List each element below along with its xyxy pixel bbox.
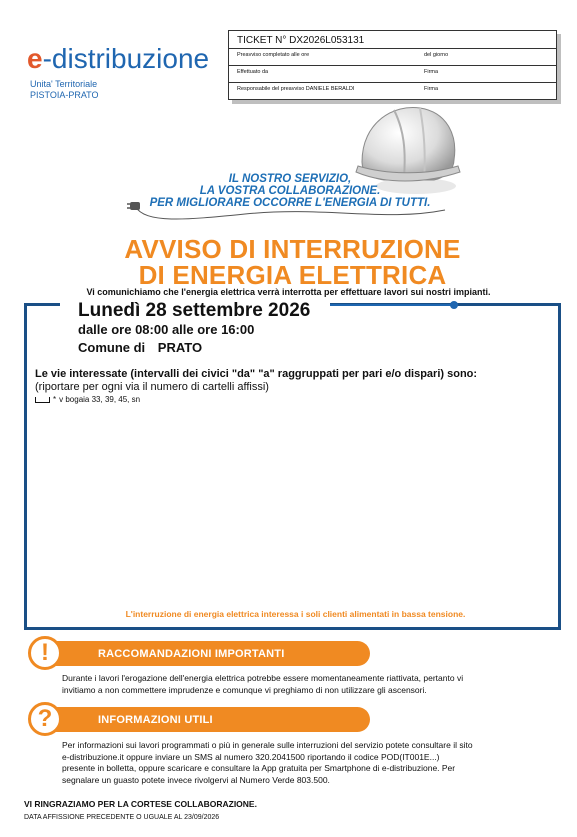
- interruption-hours: dalle ore 08:00 alle ore 16:00: [78, 322, 255, 337]
- comune: [78, 340, 202, 355]
- slogan-line: IL NOSTRO SERVIZIO,: [228, 173, 352, 185]
- low-voltage-note: L'interruzione di energia elettrica interessa i soli clienti alimentati in bassa tensione.: [125, 609, 466, 619]
- frame-accent-line: [330, 304, 456, 306]
- posting-date: DATA AFFISSIONE PRECEDENTE O UGUALE AL 23/09/2026: [24, 814, 220, 821]
- plug-cord-icon: [125, 194, 455, 224]
- question-icon: ?: [28, 702, 62, 736]
- comune-name: PRATO: [157, 340, 203, 355]
- brand-logo: [27, 45, 209, 73]
- interruption-date: Lunedì 28 settembre 2026: [78, 300, 311, 321]
- ticket-row: [229, 65, 556, 83]
- intro-text: Vi comunichiamo che l'energia elettrica verrà interrotta per effettuare lavori sui nostri impianti.: [86, 287, 491, 297]
- ticket-row-right: del giorno: [424, 52, 449, 58]
- info-banner: [46, 707, 370, 732]
- frame-accent-dot: [450, 301, 458, 309]
- unit-label: Unita' Territoriale: [30, 79, 98, 89]
- ticket-row-left: Preavviso completato alle ore: [237, 52, 310, 58]
- recommendations-title: RACCOMANDAZIONI IMPORTANTI: [98, 647, 285, 660]
- ticket-box: [228, 30, 557, 100]
- ticket-row-right: Firma: [424, 86, 439, 92]
- info-text: [62, 740, 552, 786]
- info-line: segnalare un guasto potete invece rivolgervi al Numero Verde 803.500.: [62, 774, 330, 785]
- notice-title-line2: DI ENERGIA ELETTRICA: [138, 260, 447, 290]
- recommendations-line: Durante i lavori l'erogazione dell'energia elettrica potrebbe essere momentaneamente riattivata, pertanto vi: [62, 673, 464, 683]
- street-item: [35, 395, 140, 404]
- notice-title: [120, 236, 465, 288]
- info-title: INFORMAZIONI UTILI: [98, 713, 213, 726]
- slogan-line: PER MIGLIORARE OCCORRE L'ENERGIA DI TUTTI.: [149, 197, 431, 209]
- comune-label: Comune di: [78, 340, 146, 355]
- street-marker: *: [53, 395, 57, 404]
- recommendations-text: [62, 673, 552, 696]
- ticket-number: TICKET N° DX2026L053131: [237, 35, 365, 46]
- exclamation-icon: !: [28, 636, 62, 670]
- territorial-unit: [30, 79, 99, 101]
- street-name: v bogaia 33, 39, 45, sn: [59, 395, 141, 404]
- info-line: e-distribuzione.it oppure inviare un SMS al numero 320.2041500 riportando il codice POD(IT001E...): [62, 751, 440, 762]
- notice-title-line1: AVVISO DI INTERRUZIONE: [124, 234, 461, 264]
- recommendations-banner: [46, 641, 370, 666]
- ticket-row-left: Effettuato da: [237, 69, 269, 75]
- logo-text: -distribuzione: [42, 43, 210, 74]
- ticket-row-right: Firma: [424, 69, 439, 75]
- thanks-text: VI RINGRAZIAMO PER LA CORTESE COLLABORAZIONE.: [24, 799, 257, 809]
- ticket-row: [229, 48, 556, 66]
- streets-heading: Le vie interessate (intervalli dei civici "da" "a" raggruppati per pari e/o dispari) sono:: [35, 368, 478, 380]
- logo-e: e: [27, 43, 43, 74]
- info-line: presente in bolletta, oppure scaricare e consultare la App gratuita per Smartphone di e-distribuzione. Per: [62, 763, 456, 773]
- streets-subheading: (riportare per ogni via il numero di cartelli affissi): [35, 381, 269, 393]
- poster-count-box: [35, 397, 50, 403]
- unit-name: PISTOIA-PRATO: [30, 90, 99, 100]
- info-line: Per informazioni sui lavori programmati o più in generale sulle interruzioni del servizio potete consultare il sito: [62, 740, 473, 750]
- slogan-line: LA VOSTRA COLLABORAZIONE.: [199, 185, 381, 197]
- ticket-row: [229, 82, 556, 101]
- ticket-row-left: Responsabile del preavviso DANIELE BERALDI: [237, 86, 355, 92]
- recommendations-line: invitiamo a non commettere imprudenze e comunque vi preghiamo di non utilizzare gli ascensori.: [62, 684, 427, 695]
